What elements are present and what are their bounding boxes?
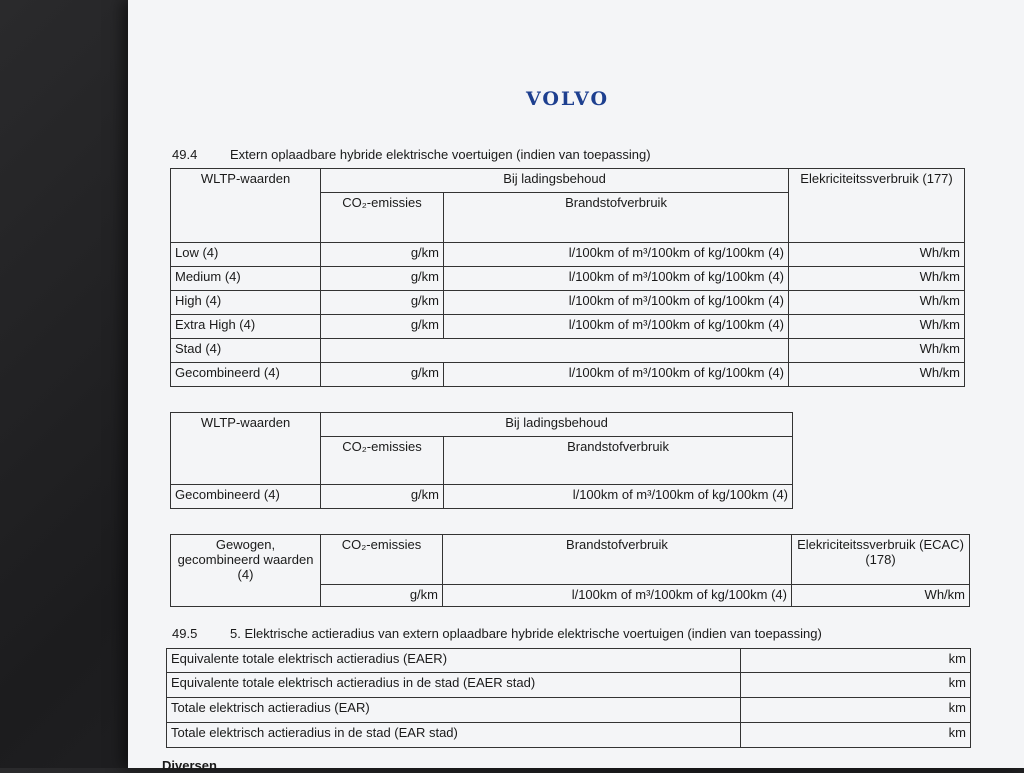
co2-unit: g/km xyxy=(321,243,444,267)
header-co2: CO₂-emissies xyxy=(321,193,444,243)
co2-unit: g/km xyxy=(321,585,443,607)
row-label: Stad (4) xyxy=(171,339,321,363)
table-row xyxy=(171,363,965,387)
elec-unit: Wh/km xyxy=(792,585,970,607)
fuel-unit: l/100km of m³/100km of kg/100km (4) xyxy=(444,267,789,291)
header-brandstofverbruik: Brandstofverbruik xyxy=(443,535,792,585)
weighted-table xyxy=(170,534,970,607)
header-brandstofverbruik: Brandstofverbruik xyxy=(444,193,789,243)
section-number: 49.5 xyxy=(172,626,198,641)
section-number: 49.4 xyxy=(172,147,198,162)
km-unit: km xyxy=(741,673,971,698)
footer-partial-heading: Diversen xyxy=(162,758,217,773)
table-row xyxy=(167,649,971,673)
elec-unit: Wh/km xyxy=(789,267,965,291)
header-elektriciteitsverbruik: Elekriciteitssverbruik (177) xyxy=(789,169,965,243)
table-row xyxy=(167,673,971,698)
row-label: Gecombineerd (4) xyxy=(171,363,321,387)
row-label: Equivalente totale elektrisch actieradius (EAER) xyxy=(167,649,741,673)
fuel-unit: l/100km of m³/100km of kg/100km (4) xyxy=(444,363,789,387)
co2-unit: g/km xyxy=(321,267,444,291)
elec-unit: Wh/km xyxy=(789,363,965,387)
co2-unit: g/km xyxy=(321,291,444,315)
header-brandstofverbruik: Brandstofverbruik xyxy=(444,437,793,485)
km-unit: km xyxy=(741,649,971,673)
fuel-unit: l/100km of m³/100km of kg/100km (4) xyxy=(444,485,793,509)
header-wltp: WLTP-waarden xyxy=(171,413,321,485)
row-label: High (4) xyxy=(171,291,321,315)
table-row xyxy=(171,485,793,509)
row-label: Totale elektrisch actieradius in de stad (EAR stad) xyxy=(167,723,741,748)
elec-unit: Wh/km xyxy=(789,243,965,267)
wltp-table-2 xyxy=(170,412,793,509)
table-row xyxy=(167,723,971,748)
section-49-4-title xyxy=(172,147,651,162)
wltp-table-1 xyxy=(170,168,965,387)
row-label: Totale elektrisch actieradius (EAR) xyxy=(167,698,741,723)
fuel-unit: l/100km of m³/100km of kg/100km (4) xyxy=(444,315,789,339)
co2-fuel-merged xyxy=(321,339,789,363)
elec-unit: Wh/km xyxy=(789,339,965,363)
co2-unit: g/km xyxy=(321,485,444,509)
table-row xyxy=(167,698,971,723)
header-bij-ladingsbehoud: Bij ladingsbehoud xyxy=(321,413,793,437)
fuel-unit: l/100km of m³/100km of kg/100km (4) xyxy=(444,291,789,315)
elec-unit: Wh/km xyxy=(789,315,965,339)
row-label: Extra High (4) xyxy=(171,315,321,339)
header-wltp: WLTP-waarden xyxy=(171,169,321,243)
table-row xyxy=(171,339,965,363)
elec-unit: Wh/km xyxy=(789,291,965,315)
actieradius-table xyxy=(166,648,971,748)
co2-unit: g/km xyxy=(321,315,444,339)
row-label: Equivalente totale elektrisch actieradius in de stad (EAER stad) xyxy=(167,673,741,698)
table-row xyxy=(171,291,965,315)
header-elektriciteitsverbruik: Elekriciteitssverbruik (ECAC) (178) xyxy=(792,535,970,585)
section-title-text: 5. Elektrische actieradius van extern oplaadbare hybride elektrische voertuigen (indien van toepassing) xyxy=(230,626,822,641)
table-row xyxy=(171,315,965,339)
header-co2: CO₂-emissies xyxy=(321,437,444,485)
row-label: Low (4) xyxy=(171,243,321,267)
co2-unit: g/km xyxy=(321,363,444,387)
fuel-unit: l/100km of m³/100km of kg/100km (4) xyxy=(444,243,789,267)
volvo-logo: VOLVO xyxy=(526,88,610,110)
fuel-unit: l/100km of m³/100km of kg/100km (4) xyxy=(443,585,792,607)
km-unit: km xyxy=(741,698,971,723)
table-row xyxy=(171,243,965,267)
row-label: Gecombineerd (4) xyxy=(171,485,321,509)
header-bij-ladingsbehoud: Bij ladingsbehoud xyxy=(321,169,789,193)
section-title-text: Extern oplaadbare hybride elektrische voertuigen (indien van toepassing) xyxy=(230,147,651,162)
row-label: Medium (4) xyxy=(171,267,321,291)
section-49-5-title xyxy=(172,626,822,641)
header-gewogen: Gewogen, gecombineerd waarden (4) xyxy=(171,535,321,607)
km-unit: km xyxy=(741,723,971,748)
table-row xyxy=(171,267,965,291)
header-co2: CO₂-emissies xyxy=(321,535,443,585)
